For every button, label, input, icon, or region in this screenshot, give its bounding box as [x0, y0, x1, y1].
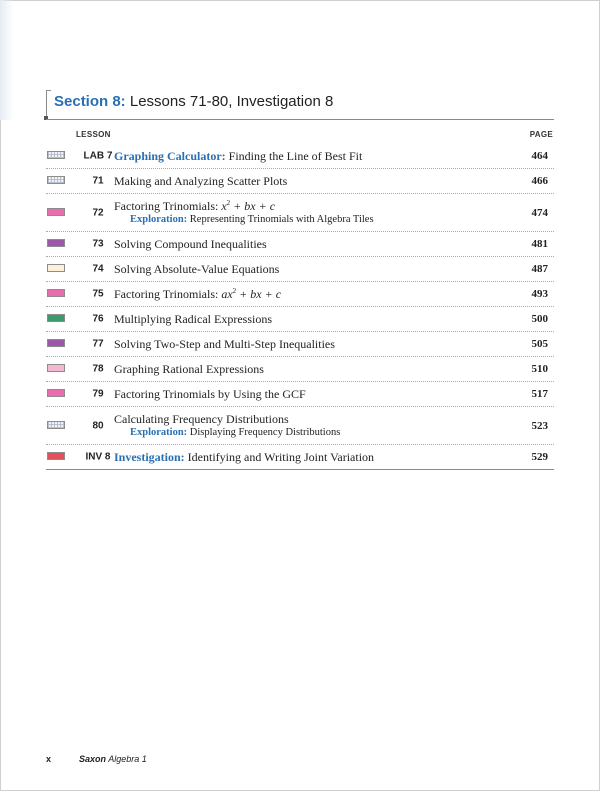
toc-row-79[interactable] — [46, 382, 554, 407]
page-number: 481 — [531, 238, 548, 250]
math-term-rest: + bx + c — [236, 287, 282, 301]
toc-row-75[interactable] — [46, 282, 554, 307]
lesson-title-text: Factoring Trinomials: — [114, 287, 222, 301]
purple-swatch-icon — [47, 339, 65, 347]
purple-swatch-icon — [47, 239, 65, 247]
table-of-contents — [46, 144, 554, 470]
grid-swatch-icon — [47, 176, 65, 184]
lesson-number: LAB 7 — [83, 150, 113, 162]
lesson-title-text: Factoring Trinomials: — [114, 198, 222, 213]
lesson-number: 75 — [92, 288, 104, 300]
lesson-title — [114, 169, 287, 193]
pink-swatch-icon — [47, 289, 65, 297]
lesson-number: 79 — [92, 388, 104, 400]
header-rule — [46, 119, 554, 120]
publisher-name: Saxon — [79, 754, 107, 764]
lesson-title — [114, 144, 362, 168]
section-label: Section 8: — [54, 93, 126, 110]
page-number: 466 — [531, 175, 548, 187]
lesson-number: 78 — [92, 363, 104, 375]
lesson-number: 76 — [92, 313, 104, 325]
cream-swatch-icon — [47, 264, 65, 272]
lesson-title-text: Identifying and Writing Joint Variation — [184, 450, 375, 464]
lesson-title-text: Factoring Trinomials by Using the GCF — [114, 387, 306, 401]
red-swatch-icon — [47, 452, 65, 460]
page-footer — [46, 754, 147, 764]
lesson-title-text: Graphing Rational Expressions — [114, 362, 264, 376]
exploration-text: Displaying Frequency Distributions — [187, 426, 341, 438]
lesson-title — [114, 194, 374, 231]
lesson-title — [114, 332, 335, 356]
lesson-number: INV 8 — [85, 451, 111, 463]
toc-row-lab-7[interactable] — [46, 144, 554, 169]
lesson-number: 72 — [92, 207, 104, 218]
lesson-title — [114, 282, 281, 306]
page-number: 510 — [531, 363, 548, 375]
exponent: 2 — [232, 287, 237, 295]
lesson-column-header: LESSON — [76, 130, 111, 139]
lesson-number: 77 — [92, 338, 104, 350]
toc-row-72[interactable] — [46, 194, 554, 232]
lesson-number: 73 — [92, 238, 104, 250]
lesson-type-label: Investigation: — [114, 450, 185, 464]
lesson-number: 74 — [92, 263, 104, 275]
pink-swatch-icon — [47, 389, 65, 397]
lesson-type-label: Graphing Calculator: — [114, 149, 226, 163]
lesson-title — [114, 307, 272, 331]
lesson-title-text: Finding the Line of Best Fit — [225, 149, 363, 163]
pink-swatch-icon — [47, 208, 65, 216]
page-number: 493 — [531, 288, 548, 300]
grid-swatch-icon — [47, 421, 65, 429]
section-header — [46, 90, 554, 120]
lesson-title — [114, 357, 264, 381]
section-lessons-range: Lessons 71-80, Investigation 8 — [129, 93, 334, 110]
exploration-text: Representing Trinomials with Algebra Tiles — [187, 213, 374, 225]
light-pink-swatch-icon — [47, 364, 65, 372]
green-swatch-icon — [47, 314, 65, 322]
grid-swatch-icon — [47, 151, 65, 159]
lesson-title-text: Multiplying Radical Expressions — [114, 312, 272, 326]
lesson-title-text: Calculating Frequency Distributions — [114, 411, 289, 426]
lesson-title — [114, 232, 267, 256]
section-title — [54, 93, 333, 110]
math-term: x — [221, 198, 227, 213]
lesson-title-text: Solving Compound Inequalities — [114, 237, 267, 251]
lesson-title — [114, 382, 306, 406]
page-number: 517 — [531, 388, 548, 400]
page-number: 474 — [531, 206, 548, 219]
page-number: 500 — [531, 313, 548, 325]
page-column-header: PAGE — [529, 130, 553, 139]
page-number: 523 — [531, 419, 548, 432]
lesson-number: 71 — [92, 175, 104, 187]
lesson-title-text: Solving Two-Step and Multi-Step Inequalities — [114, 337, 335, 351]
book-title: Algebra 1 — [106, 754, 147, 764]
lesson-title — [114, 257, 279, 281]
folio-number: x — [46, 754, 52, 764]
toc-row-78[interactable] — [46, 357, 554, 382]
lesson-number: 80 — [92, 420, 104, 431]
toc-row-71[interactable] — [46, 169, 554, 194]
math-term-rest: + bx + c — [230, 198, 276, 213]
page-number: 464 — [531, 150, 548, 162]
lesson-title-text: Solving Absolute-Value Equations — [114, 262, 280, 276]
math-term: ax — [221, 287, 233, 301]
lesson-title — [114, 407, 340, 444]
toc-row-77[interactable] — [46, 332, 554, 357]
lesson-title-text: Making and Analyzing Scatter Plots — [114, 174, 288, 188]
toc-row-73[interactable] — [46, 232, 554, 257]
toc-row-74[interactable] — [46, 257, 554, 282]
exploration-label: Exploration: — [130, 213, 188, 225]
exploration-label: Exploration: — [130, 426, 188, 438]
exponent: 2 — [226, 198, 231, 207]
lesson-title — [114, 445, 374, 469]
page-number: 505 — [531, 338, 548, 350]
binding-shade — [0, 0, 14, 120]
page-number: 529 — [531, 451, 548, 463]
page-number: 487 — [531, 263, 548, 275]
toc-row-76[interactable] — [46, 307, 554, 332]
toc-row-inv-8[interactable] — [46, 445, 554, 470]
toc-row-80[interactable] — [46, 407, 554, 445]
header-bracket — [46, 90, 51, 119]
